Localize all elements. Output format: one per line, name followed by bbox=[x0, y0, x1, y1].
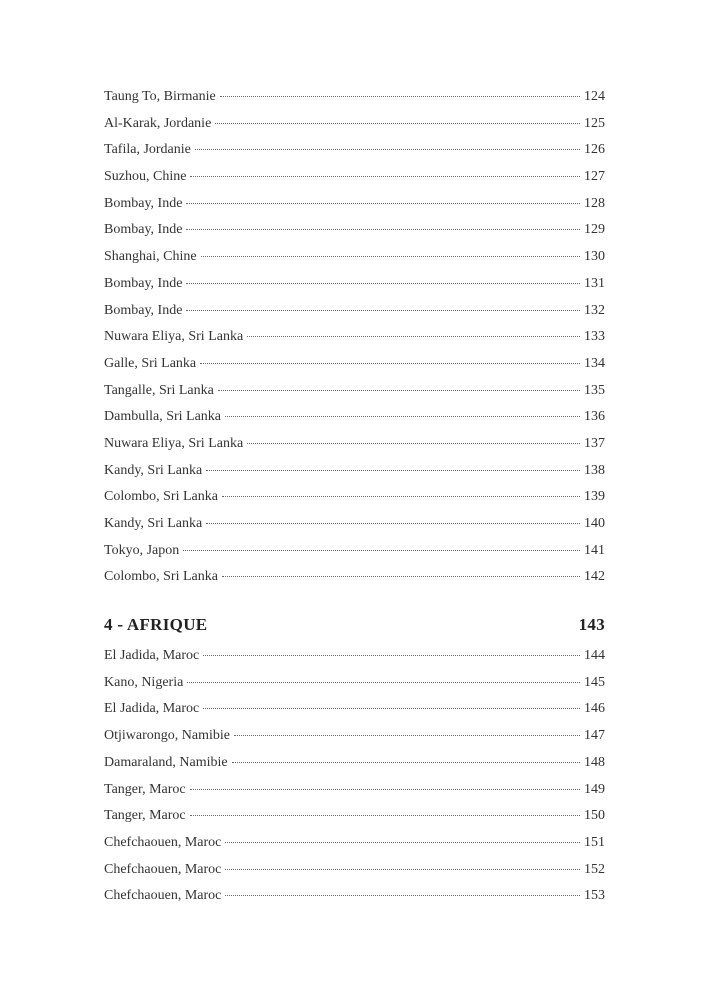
toc-entry[interactable] bbox=[104, 431, 605, 458]
toc-entry[interactable] bbox=[104, 564, 605, 591]
dot-leader bbox=[186, 309, 580, 311]
section-heading[interactable] bbox=[104, 615, 605, 635]
dot-leader bbox=[190, 814, 580, 816]
toc-entry-label: Taung To, Birmanie bbox=[104, 89, 216, 104]
dot-leader bbox=[203, 654, 580, 656]
toc-entry-label: Bombay, Inde bbox=[104, 302, 183, 318]
toc-entry[interactable] bbox=[104, 137, 605, 164]
toc-entry-page-number: 135 bbox=[584, 382, 605, 398]
toc-entry-page-number: 131 bbox=[584, 275, 605, 291]
toc-entry-label: Galle, Sri Lanka bbox=[104, 355, 197, 371]
toc-entry-page-number: 132 bbox=[584, 302, 605, 318]
toc-entry-page-number: 141 bbox=[584, 542, 605, 558]
toc-entry-label: Kandy, Sri Lanka bbox=[104, 516, 203, 531]
toc-entry[interactable] bbox=[104, 378, 605, 405]
toc-entry[interactable] bbox=[104, 857, 605, 884]
toc-entry-page-number: 145 bbox=[584, 674, 605, 690]
toc-entry-page-number: 137 bbox=[584, 435, 605, 451]
toc-entry[interactable] bbox=[104, 271, 605, 298]
toc-entry-label: Chefchaouen, Maroc bbox=[104, 861, 222, 877]
dot-leader bbox=[225, 841, 580, 843]
dot-leader bbox=[203, 707, 580, 709]
toc-entry[interactable] bbox=[104, 750, 605, 777]
toc-entry-page-number: 136 bbox=[584, 409, 605, 425]
dot-leader bbox=[232, 761, 580, 763]
toc-entry-label: Tafila, Jordanie bbox=[104, 142, 191, 158]
toc-entry-page-number: 130 bbox=[584, 249, 605, 265]
toc-entry[interactable] bbox=[104, 723, 605, 750]
dot-leader bbox=[222, 575, 580, 577]
toc-entry[interactable] bbox=[104, 803, 605, 830]
toc-entry[interactable] bbox=[104, 696, 605, 723]
toc-entry-label: Al-Karak, Jordanie bbox=[104, 115, 212, 131]
toc-entry[interactable] bbox=[104, 298, 605, 325]
toc-entry[interactable] bbox=[104, 404, 605, 431]
toc-entry-page-number: 125 bbox=[584, 115, 605, 131]
toc-entry-label: Bombay, Inde bbox=[104, 222, 183, 238]
toc-entry-page-number: 128 bbox=[584, 195, 605, 211]
toc-entry-page-number: 152 bbox=[584, 861, 605, 877]
dot-leader bbox=[187, 681, 580, 683]
toc-entry-page-number: 146 bbox=[584, 701, 605, 717]
toc-entry-page-number: 127 bbox=[584, 169, 605, 185]
toc-entry-label: Shanghai, Chine bbox=[104, 249, 197, 265]
dot-leader bbox=[195, 148, 580, 150]
toc-entry-label: Bombay, Inde bbox=[104, 195, 183, 211]
dot-leader bbox=[190, 788, 580, 790]
toc-entry-page-number: 149 bbox=[584, 781, 605, 797]
dot-leader bbox=[186, 228, 580, 230]
table-of-contents bbox=[104, 84, 605, 910]
dot-leader bbox=[186, 282, 580, 284]
toc-entry-label: Kano, Nigeria bbox=[104, 674, 184, 690]
toc-entry-page-number: 142 bbox=[584, 569, 605, 585]
toc-entry-page-number: 126 bbox=[584, 142, 605, 158]
dot-leader bbox=[247, 335, 580, 337]
toc-entry-label: Nuwara Eliya, Sri Lanka bbox=[104, 329, 244, 345]
toc-entry-page-number: 138 bbox=[584, 462, 605, 478]
toc-entry-label: Otjiwarongo, Namibie bbox=[104, 728, 230, 744]
toc-entry[interactable] bbox=[104, 351, 605, 378]
toc-entry[interactable] bbox=[104, 538, 605, 565]
toc-entry-label: El Jadida, Maroc bbox=[104, 648, 200, 664]
toc-entry-page-number: 134 bbox=[584, 355, 605, 371]
toc-entry[interactable] bbox=[104, 111, 605, 138]
dot-leader bbox=[222, 495, 580, 497]
toc-entry[interactable] bbox=[104, 164, 605, 191]
toc-entry-label: Damaraland, Namibie bbox=[104, 754, 228, 770]
dot-leader bbox=[190, 175, 580, 177]
dot-leader bbox=[220, 95, 580, 97]
toc-entry-label: Tangalle, Sri Lanka bbox=[104, 382, 214, 398]
toc-entry-label: Chefchaouen, Maroc bbox=[104, 834, 222, 850]
toc-entry-page-number: 153 bbox=[584, 888, 605, 904]
toc-entry-page-number: 124 bbox=[584, 89, 605, 104]
toc-entry[interactable] bbox=[104, 643, 605, 670]
dot-leader bbox=[234, 734, 580, 736]
toc-entry[interactable] bbox=[104, 670, 605, 697]
toc-entry[interactable] bbox=[104, 324, 605, 351]
toc-entry-page-number: 147 bbox=[584, 728, 605, 744]
toc-entry-label: Colombo, Sri Lanka bbox=[104, 569, 218, 585]
toc-entry[interactable] bbox=[104, 883, 605, 910]
toc-entry[interactable] bbox=[104, 830, 605, 857]
dot-leader bbox=[215, 122, 580, 124]
toc-entry[interactable] bbox=[104, 217, 605, 244]
toc-entry[interactable] bbox=[104, 84, 605, 111]
dot-leader bbox=[225, 894, 580, 896]
toc-entry-page-number: 151 bbox=[584, 834, 605, 850]
dot-leader bbox=[247, 442, 580, 444]
dot-leader bbox=[206, 522, 580, 524]
toc-entry-page-number: 150 bbox=[584, 808, 605, 824]
toc-entry-label: Tokyo, Japon bbox=[104, 542, 180, 558]
dot-leader bbox=[201, 255, 580, 257]
toc-entry-page-number: 133 bbox=[584, 329, 605, 345]
section-title: 4 - AFRIQUE bbox=[104, 615, 208, 635]
toc-entry-label: El Jadida, Maroc bbox=[104, 701, 200, 717]
toc-entry[interactable] bbox=[104, 511, 605, 538]
toc-entry-label: Nuwara Eliya, Sri Lanka bbox=[104, 435, 244, 451]
toc-entry-page-number: 140 bbox=[584, 516, 605, 531]
toc-entry-page-number: 129 bbox=[584, 222, 605, 238]
toc-entry[interactable] bbox=[104, 244, 605, 271]
section-page-number: 143 bbox=[578, 615, 605, 635]
toc-entry[interactable] bbox=[104, 458, 605, 485]
dot-leader bbox=[186, 202, 580, 204]
toc-entry-label: Tanger, Maroc bbox=[104, 808, 186, 824]
toc-entry-page-number: 144 bbox=[584, 648, 605, 664]
toc-entry-label: Chefchaouen, Maroc bbox=[104, 888, 222, 904]
toc-entry-label: Dambulla, Sri Lanka bbox=[104, 409, 222, 425]
dot-leader bbox=[225, 415, 580, 417]
toc-list-before bbox=[104, 84, 605, 591]
dot-leader bbox=[225, 868, 580, 870]
toc-entry[interactable] bbox=[104, 484, 605, 511]
toc-entry-label: Colombo, Sri Lanka bbox=[104, 489, 218, 505]
toc-entry-label: Tanger, Maroc bbox=[104, 781, 186, 797]
toc-entry[interactable] bbox=[104, 191, 605, 218]
dot-leader bbox=[200, 362, 580, 364]
toc-entry-page-number: 139 bbox=[584, 489, 605, 505]
dot-leader bbox=[206, 469, 580, 471]
toc-entry[interactable] bbox=[104, 777, 605, 804]
toc-entry-label: Kandy, Sri Lanka bbox=[104, 462, 203, 478]
dot-leader bbox=[218, 389, 580, 391]
toc-entry-label: Bombay, Inde bbox=[104, 275, 183, 291]
toc-entry-label: Suzhou, Chine bbox=[104, 169, 187, 185]
toc-entry-page-number: 148 bbox=[584, 754, 605, 770]
dot-leader bbox=[183, 549, 580, 551]
toc-list-after bbox=[104, 643, 605, 910]
